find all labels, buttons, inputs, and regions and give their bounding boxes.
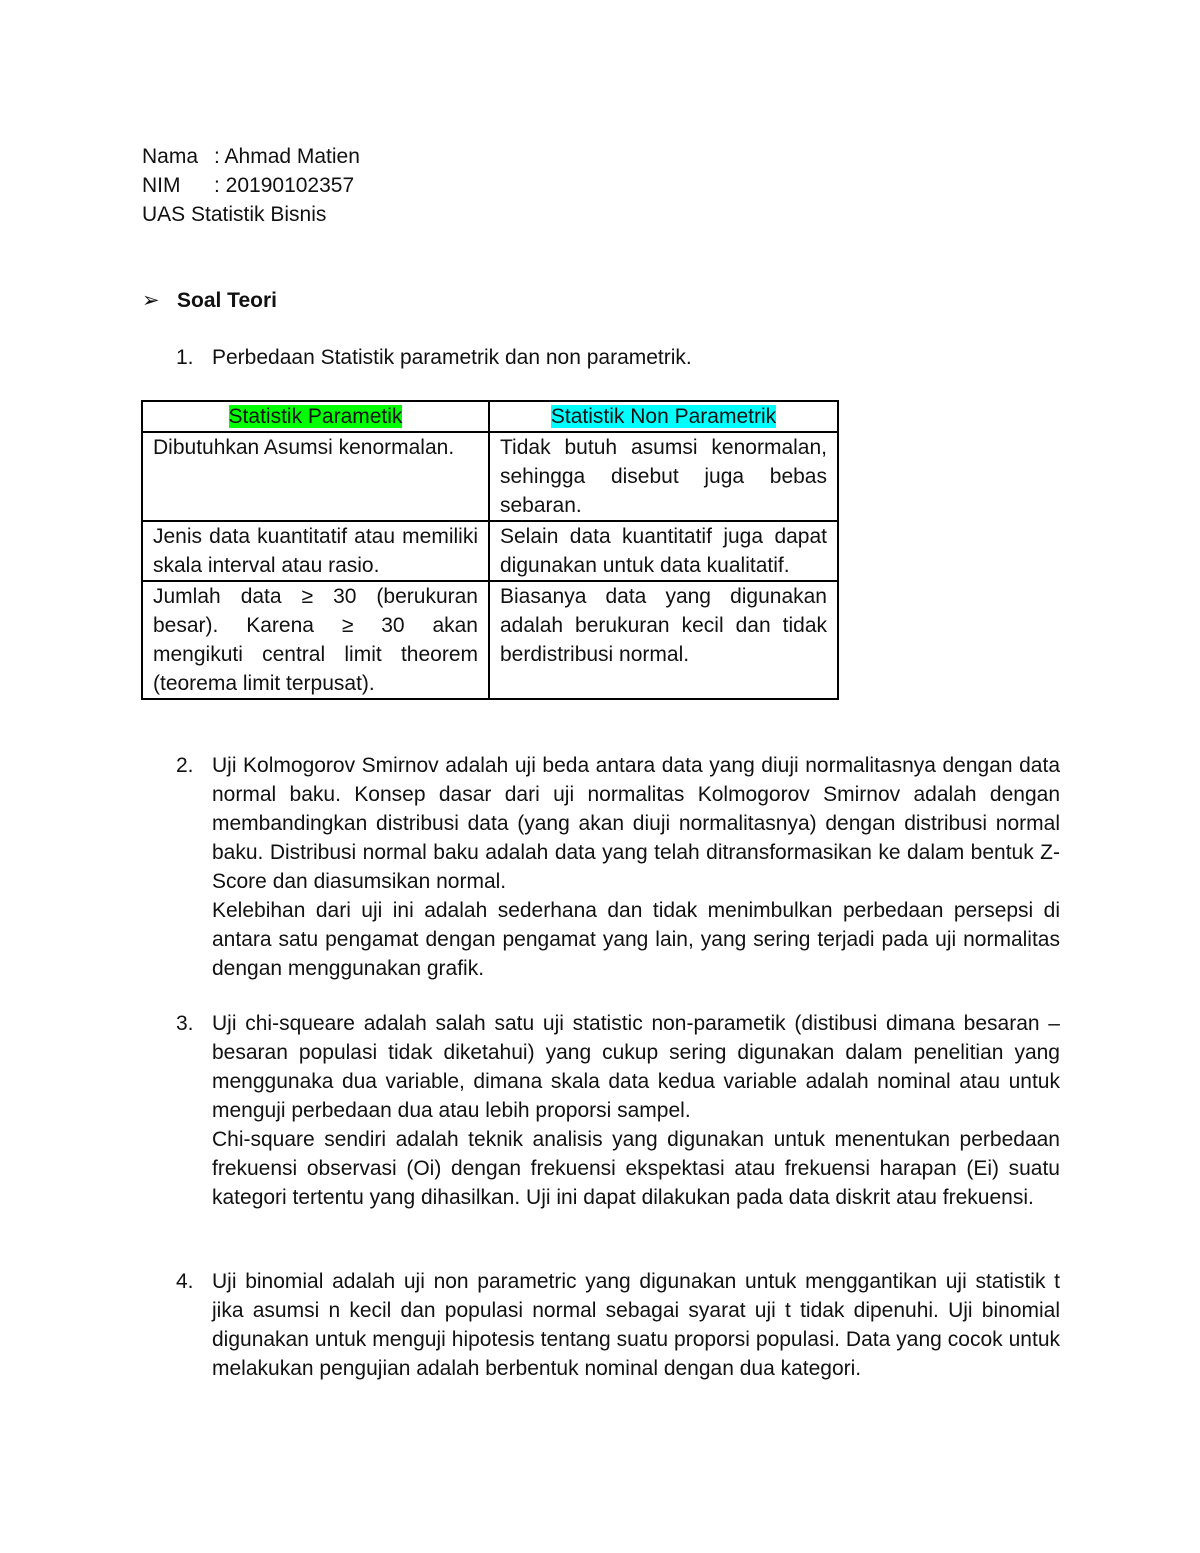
name-row [142, 142, 360, 171]
header-nonparametric: Statistik Non Parametrik [550, 405, 777, 428]
question-number: 3. [176, 1012, 194, 1035]
question-4 [176, 1267, 1060, 1383]
section-heading [142, 286, 277, 315]
table-cell: Jumlah data ≥ 30 (berukuran besar). Karena ≥ 30 akan mengikuti central limit theorem (teorema limit terpusat). [142, 581, 489, 699]
arrow-bullet-icon: ➢ [142, 289, 160, 312]
question-2 [176, 751, 1060, 983]
nim-label: NIM [142, 174, 181, 197]
table-row [142, 521, 838, 581]
course-title: UAS Statistik Bisnis [142, 203, 327, 226]
table-cell: Dibutuhkan Asumsi kenormalan. [142, 432, 489, 521]
table-header-row [142, 401, 838, 432]
question-number: 4. [176, 1270, 194, 1293]
table-row [142, 581, 838, 699]
answer-paragraph: Kelebihan dari uji ini adalah sederhana dan tidak menimbulkan perbedaan persepsi di antara satu pengamat dengan pengamat yang lain, yang sering terjadi pada uji normalitas dengan menggunakan grafik. [212, 899, 1060, 980]
question-text: Perbedaan Statistik parametrik dan non parametrik. [212, 346, 692, 369]
name-value: : Ahmad Matien [214, 145, 360, 168]
answer-paragraph: Uji Kolmogorov Smirnov adalah uji beda antara data yang diuji normalitasnya dengan data normal baku. Konsep dasar dari uji normalitas Kolmogorov Smirnov adalah dengan membandingkan distribusi data (yang akan diuji normalitasnya) dengan distribusi normal baku. Distribusi normal baku adalah data yang telah ditransformasikan ke dalam bentuk Z-Score dan diasumsikan normal. [212, 754, 1060, 893]
table-cell: Tidak butuh asumsi kenormalan, sehingga disebut juga bebas sebaran. [489, 432, 838, 521]
question-3 [176, 1009, 1060, 1212]
table-header-cell [142, 401, 489, 432]
student-header [142, 142, 360, 229]
question-number: 1. [176, 346, 194, 369]
question-1 [176, 343, 1060, 372]
answer-paragraph: Chi-square sendiri adalah teknik analisis yang digunakan untuk menentukan perbedaan frekuensi observasi (Oi) dengan frekuensi ekspektasi atau frekuensi harapan (Ei) suatu kategori tertentu yang dihasilkan. Uji ini dapat dilakukan pada data diskrit atau frekuensi. [212, 1128, 1060, 1209]
answer-paragraph: Uji binomial adalah uji non parametric yang digunakan untuk menggantikan uji statistik t jika asumsi n kecil dan populasi normal sebagai syarat uji t tidak dipenuhi. Uji binomial digunakan untuk menguji hipotesis tentang suatu proporsi populasi. Data yang cocok untuk melakukan pengujian adalah berbentuk nominal dengan dua kategori. [212, 1270, 1060, 1380]
nim-value: : 20190102357 [214, 174, 355, 197]
answer-paragraph: Uji chi-squeare adalah salah satu uji statistic non-parametik (distibusi dimana besaran – besaran populasi tidak diketahui) yang cukup sering digunakan dalam penelitian yang menggunaka dua variable, dimana skala data kedua variable adalah nominal atau untuk menguji perbedaan dua atau lebih proporsi sampel. [212, 1012, 1060, 1122]
comparison-table [141, 400, 839, 700]
table-header-cell [489, 401, 838, 432]
question-number: 2. [176, 754, 194, 777]
table-row [142, 432, 838, 521]
table-cell: Selain data kuantitatif juga dapat digunakan untuk data kualitatif. [489, 521, 838, 581]
nim-row [142, 171, 360, 200]
header-parametric: Statistik Parametik [228, 405, 403, 428]
name-label: Nama [142, 145, 199, 168]
table-cell: Jenis data kuantitatif atau memiliki skala interval atau rasio. [142, 521, 489, 581]
section-title: Soal Teori [177, 289, 277, 312]
table-cell: Biasanya data yang digunakan adalah berukuran kecil dan tidak berdistribusi normal. [489, 581, 838, 699]
